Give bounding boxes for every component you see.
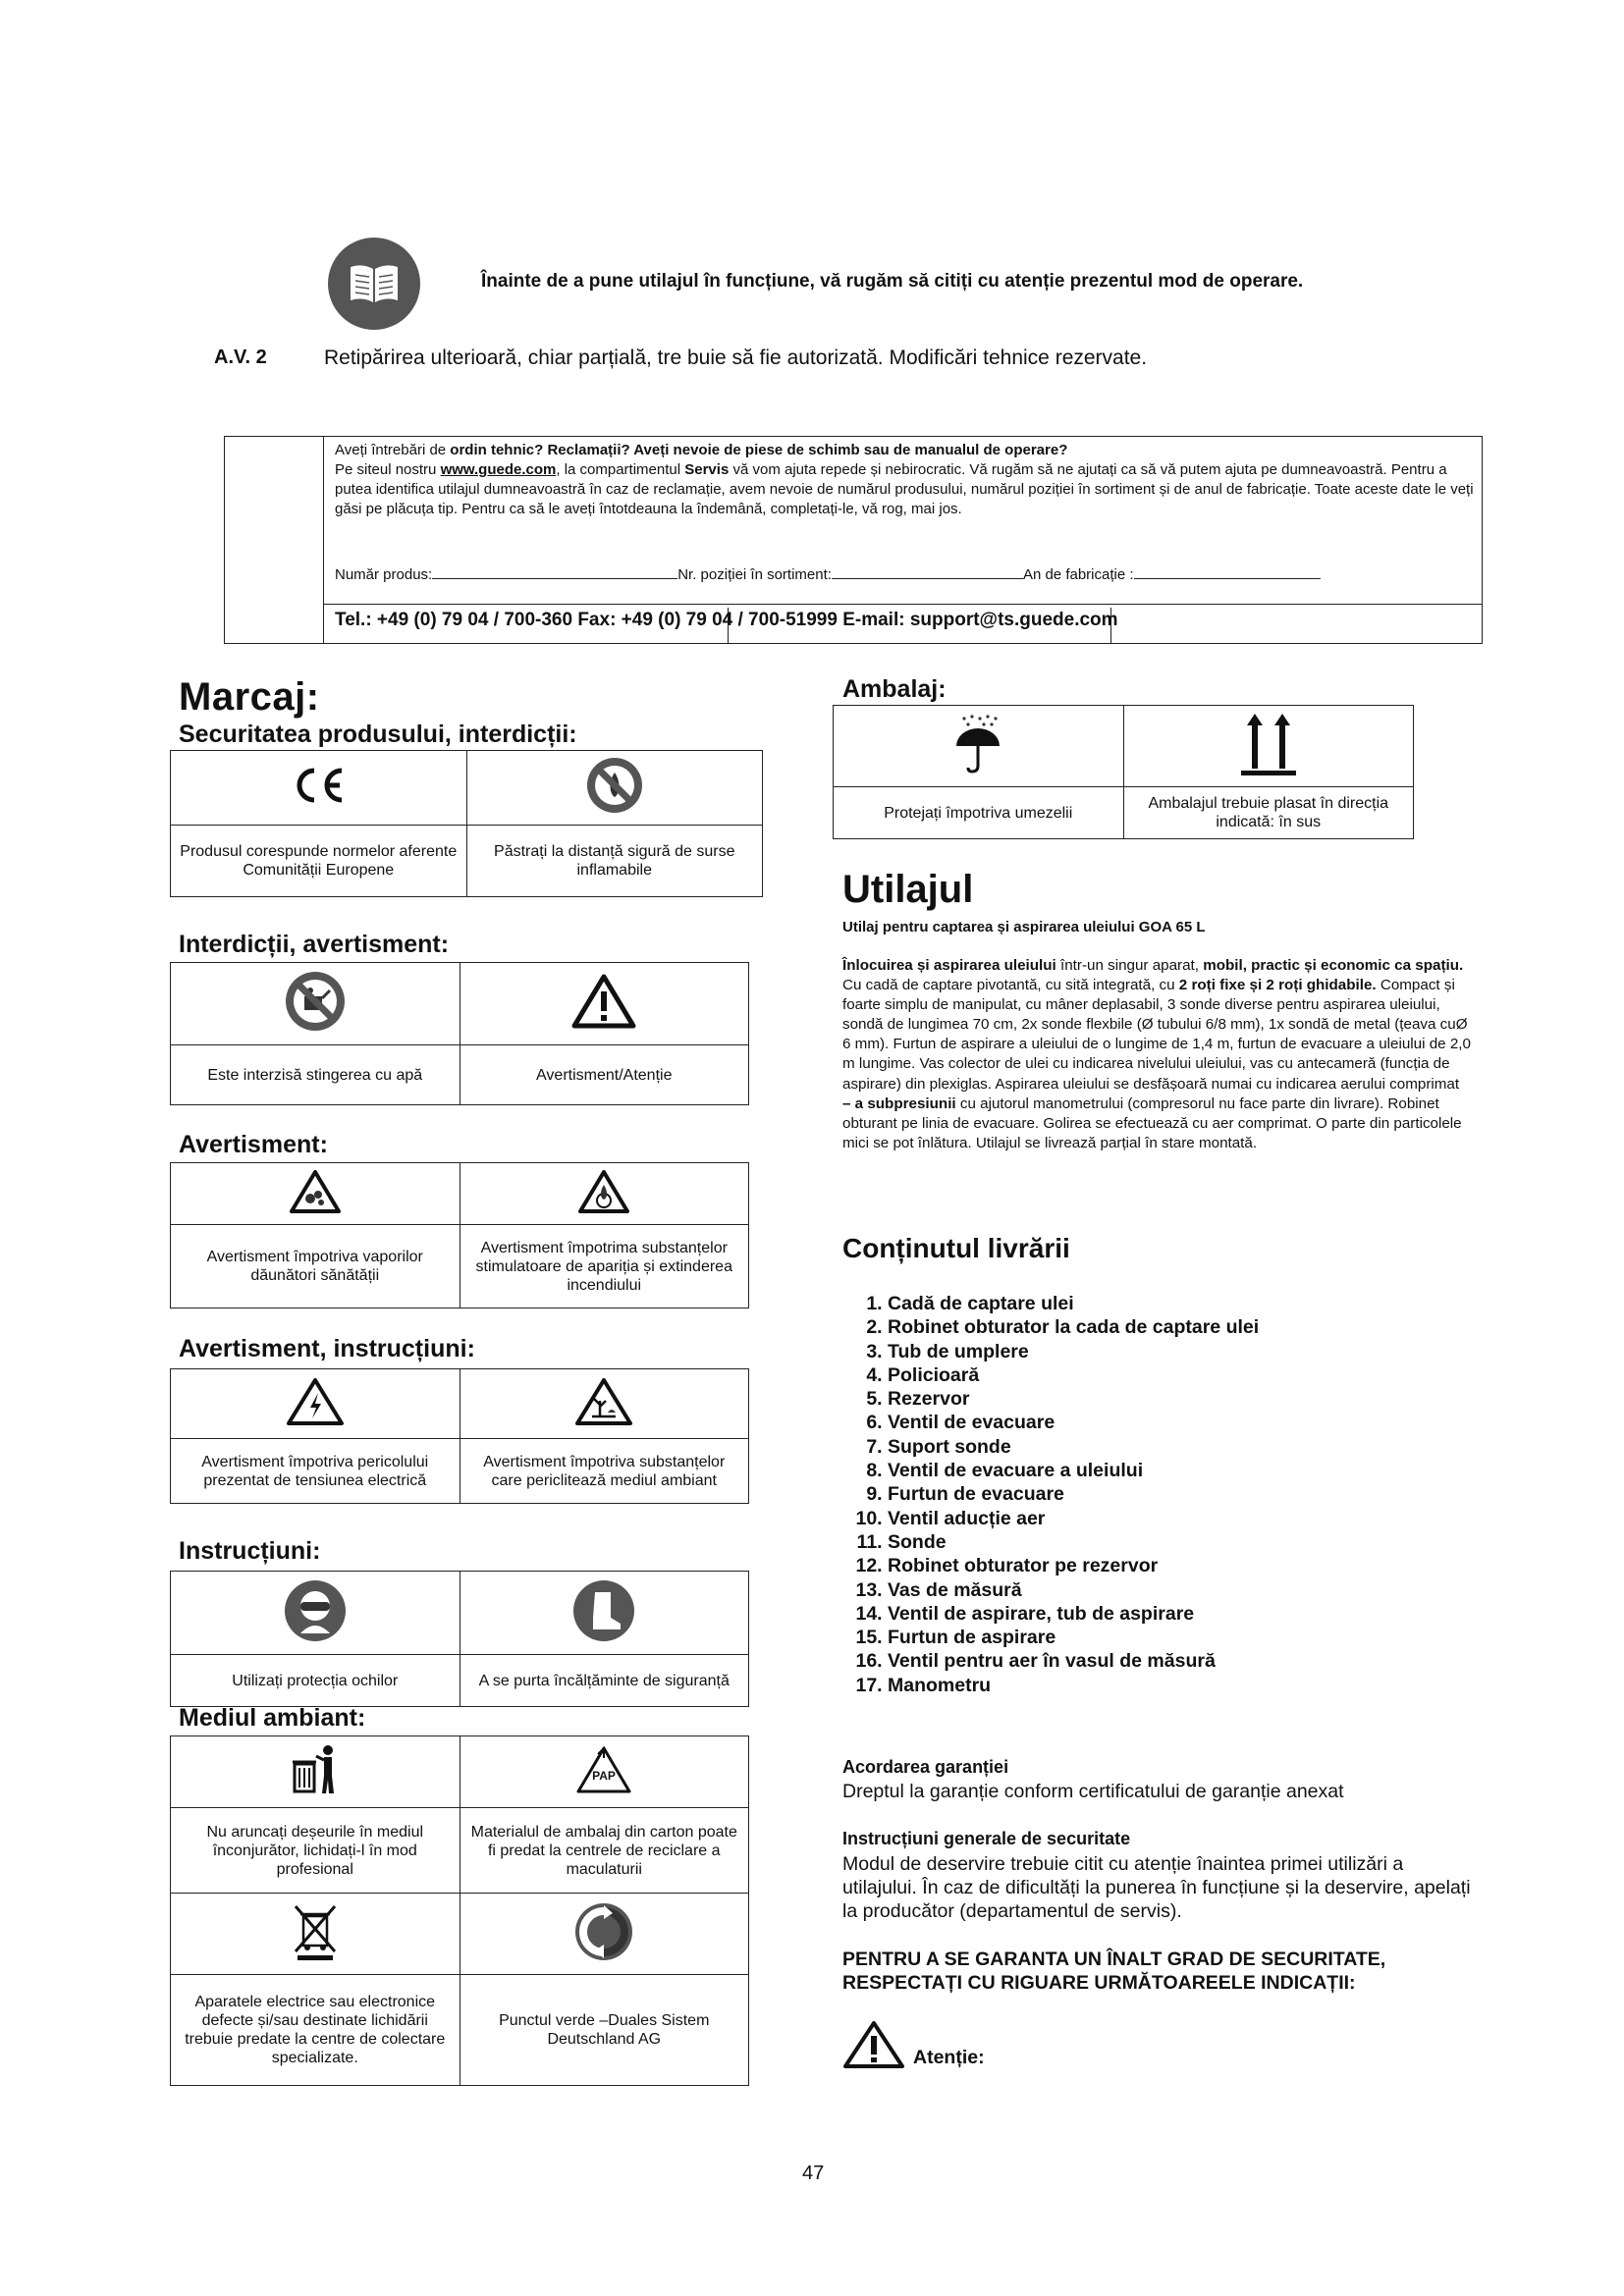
no-fire-icon — [466, 751, 763, 826]
av-code: A.V. 2 — [214, 347, 267, 368]
atentie-label: Atenție: — [913, 2047, 985, 2068]
contact-text: Aveți întrebări de ordin tehnic? Reclamații? Aveți nevoie de piese de schimb sau de manualul de operare? Pe siteul nostru www.guede.com, la compartimentul Servis vă vom ajuta repede și nebirocratic. Vă rugăm să ne ajutați ca să vă putem ajuta pe dumneavoastră. Pentru a putea identifica utilajul dumneavoastră în caz de reclamație, avem nevoie de numărul produsului, numărul poziției în sortiment și de anul de fabricație. Toate aceste date le veți găsi pe plăcuța tip. Pentru ca să le aveți întotdeauna la îndemână, completați-le, vă rog, mai jos. — [335, 442, 1474, 517]
list-item: 16. Ventil pentru aer în vasul de măsură — [888, 1649, 1477, 1673]
safety-caps-notice: PENTRU A SE GARANTA UN ÎNALT GRAD DE SECURITATE, RESPECTAȚI CU RIGUARE URMĂTOAREELE INDICAȚII: — [842, 1949, 1386, 1994]
list-item: 14. Ventil de aspirare, tub de aspirare — [888, 1602, 1477, 1626]
warning-triangle-icon — [842, 2020, 905, 2069]
list-item: 10. Ventil aducție aer — [888, 1507, 1477, 1530]
warning-general-icon — [460, 963, 749, 1045]
av-text: Retipărirea ulterioară, chiar parțială, tre buie să fie autorizată. Modificări tehnice rezervate. — [324, 347, 1148, 369]
flammable-caption: Păstrați la distanță sigură de surse inflamabile — [466, 826, 763, 897]
instructions-table — [170, 1571, 749, 1707]
eye-protection-icon — [171, 1572, 460, 1655]
list-item: 4. Policioară — [888, 1363, 1477, 1387]
electric-warning-icon — [171, 1369, 460, 1439]
list-item: 1. Cadă de captare ulei — [888, 1292, 1477, 1315]
utilajul-heading: Utilajul — [842, 868, 974, 911]
this-way-up-icon — [1123, 706, 1414, 787]
green-dot-caption: Punctul verde –Duales Sistem Deutschland AG — [460, 1975, 749, 2086]
eye-caption: Utilizați protecția ochilor — [171, 1655, 460, 1707]
vapour-caption: Avertisment împotriva vaporilor dăunători sănătății — [171, 1225, 460, 1308]
environment-table — [170, 1735, 749, 2086]
general-safety-heading: Instrucțiuni generale de securitate — [842, 1829, 1131, 1848]
pap-recycle-icon — [460, 1736, 749, 1808]
security-table — [170, 750, 763, 897]
av-instr-heading: Avertisment, instrucțiuni: — [179, 1335, 475, 1362]
this-way-up-caption: Ambalajul trebuie plasat în direcția indicată: în sus — [1123, 787, 1414, 839]
electric-caption: Avertisment împotriva pericolului prezentat de tensiunea electrică — [171, 1439, 460, 1504]
pap-label: PAP — [592, 1768, 617, 1783]
page-number: 47 — [802, 2163, 825, 2184]
ambalaj-heading: Ambalaj: — [842, 675, 947, 703]
list-item: 11. Sonde — [888, 1530, 1477, 1554]
delivery-list — [852, 1292, 1477, 1697]
utilajul-subtitle: Utilaj pentru captarea și aspirarea uleiului GOA 65 L — [842, 919, 1206, 935]
list-item: 13. Vas de măsură — [888, 1578, 1477, 1602]
keep-dry-icon — [834, 706, 1124, 787]
environment-hazard-icon — [460, 1369, 749, 1439]
pap-caption: Materialul de ambalaj din carton poate fi predat la centrele de reciclare a maculaturii — [460, 1808, 749, 1894]
no-litter-icon — [171, 1736, 460, 1808]
list-item: 6. Ventil de evacuare — [888, 1411, 1477, 1434]
no-water-caption: Este interzisă stingerea cu apă — [171, 1045, 460, 1105]
list-item: 15. Furtun de aspirare — [888, 1626, 1477, 1649]
list-item: 2. Robinet obturator la cada de captare ulei — [888, 1315, 1477, 1339]
list-item: 7. Suport sonde — [888, 1435, 1477, 1459]
environment-caption: Avertisment împotriva substanțelor care periclitează mediul ambiant — [460, 1439, 749, 1504]
website-link[interactable]: www.guede.com — [440, 461, 557, 478]
toxic-vapour-icon — [171, 1163, 460, 1225]
utilajul-description: Înlocuirea și aspirarea uleiului într-un singur aparat, mobil, practic și economic ca spațiu. Cu cadă de captare pivotantă, cu sită integrată, cu 2 roți fixe și 2 roți ghidabile. Compact și foarte simplu de manipulat, cu mâner deplasabil, 3 sonde diverse pentru aspirarea uleiului, sondă de lungimea 70 cm, 2x sonde flexbile (Ø tubului 6/8 mm), 1x sondă de metal (țeava cuØ 6 mm). Furtun de aspirare a uleiului de o lungime de 1,4 m, furtun de evacuare a uleiului de 2,0 m lungime. Vas colector de ulei cu indicarea nivelului uleiului, vas cu antecameră (funcția de aspirare) din plexiglas. Aspirarea uleiului se desfășoară numai cu indicarea aerului comprimat – a subpresiunii cu ajutorul manometrului (compresorul nu face parte din livrare). Robinet obturant pe linia de evacuare. Golirea se efectuează cu aer comprimat. O parte din particolele mici se pot înlătura. Utilajul se livrează parțial în stare montată. — [842, 957, 1471, 1151]
green-dot-icon — [460, 1894, 749, 1975]
instructiuni-heading: Instrucțiuni: — [179, 1537, 321, 1565]
shoes-caption: A se purta încălțăminte de siguranță — [460, 1655, 749, 1707]
prohibition-table — [170, 962, 749, 1105]
interdictii-heading: Interdicții, avertisment: — [179, 931, 450, 958]
book-icon — [328, 238, 420, 330]
no-water-icon — [171, 963, 460, 1045]
ce-mark-icon — [171, 751, 467, 826]
keep-dry-caption: Protejați împotriva umezelii — [834, 787, 1124, 839]
avertisment-heading: Avertisment: — [179, 1131, 328, 1158]
list-item: 9. Furtun de evacuare — [888, 1482, 1477, 1506]
warning-instr-table — [170, 1368, 749, 1504]
packaging-table — [833, 705, 1414, 839]
weee-caption: Aparatele electrice sau electronice defecte și/sau destinate lichidării trebuie predate la centre de colectare specializate. — [171, 1975, 460, 2086]
fire-caption: Avertisment împotrima substanțelor stimulatoare de apariția și extinderea incendiului — [460, 1225, 749, 1308]
contact-box — [224, 436, 1483, 644]
continut-heading: Conținutul livrării — [842, 1233, 1070, 1263]
mediul-heading: Mediul ambiant: — [179, 1704, 366, 1732]
warning-table — [170, 1162, 749, 1308]
list-item: 17. Manometru — [888, 1674, 1477, 1697]
product-fields: Număr produs: Nr. poziției în sortiment: An de fabricație : — [335, 564, 1321, 583]
intro-text: Înainte de a pune utilajul în funcțiune, vă rugăm să citiți cu atenție prezentul mod de operare. — [481, 271, 1304, 292]
garantie-text: Dreptul la garanție conform certificatului de garanție anexat — [842, 1781, 1344, 1802]
list-item: 12. Robinet obturator pe rezervor — [888, 1554, 1477, 1577]
atentie-row — [842, 2020, 985, 2069]
general-safety-text: Modul de deservire trebuie citit cu atenție înaintea primei utilizări a utilajului. În caz de dificultăți la punerea în funcțiune și la deservire, apelați la producător (departamentul de servis). — [842, 1853, 1471, 1922]
marcaj-heading: Marcaj: — [179, 675, 320, 719]
fire-warning-icon — [460, 1163, 749, 1225]
safety-shoes-icon — [460, 1572, 749, 1655]
tel-line: Tel.: +49 (0) 79 04 / 700-360 Fax: +49 (0) 79 04 / 700-51999 E-mail: support@ts.guede.com — [335, 610, 1118, 630]
list-item: 8. Ventil de evacuare a uleiului — [888, 1459, 1477, 1482]
list-item: 3. Tub de umplere — [888, 1340, 1477, 1363]
weee-bin-icon — [171, 1894, 460, 1975]
garantie-heading: Acordarea garanției — [842, 1757, 1009, 1777]
securitatea-heading: Securitatea produsului, interdicții: — [179, 721, 577, 748]
litter-caption: Nu aruncați deșeurile în mediul înconjurător, lichidați-l în mod profesional — [171, 1808, 460, 1894]
warning-caption: Avertisment/Atenție — [460, 1045, 749, 1105]
ce-caption: Produsul corespunde normelor aferente Comunității Europene — [171, 826, 467, 897]
list-item: 5. Rezervor — [888, 1387, 1477, 1411]
